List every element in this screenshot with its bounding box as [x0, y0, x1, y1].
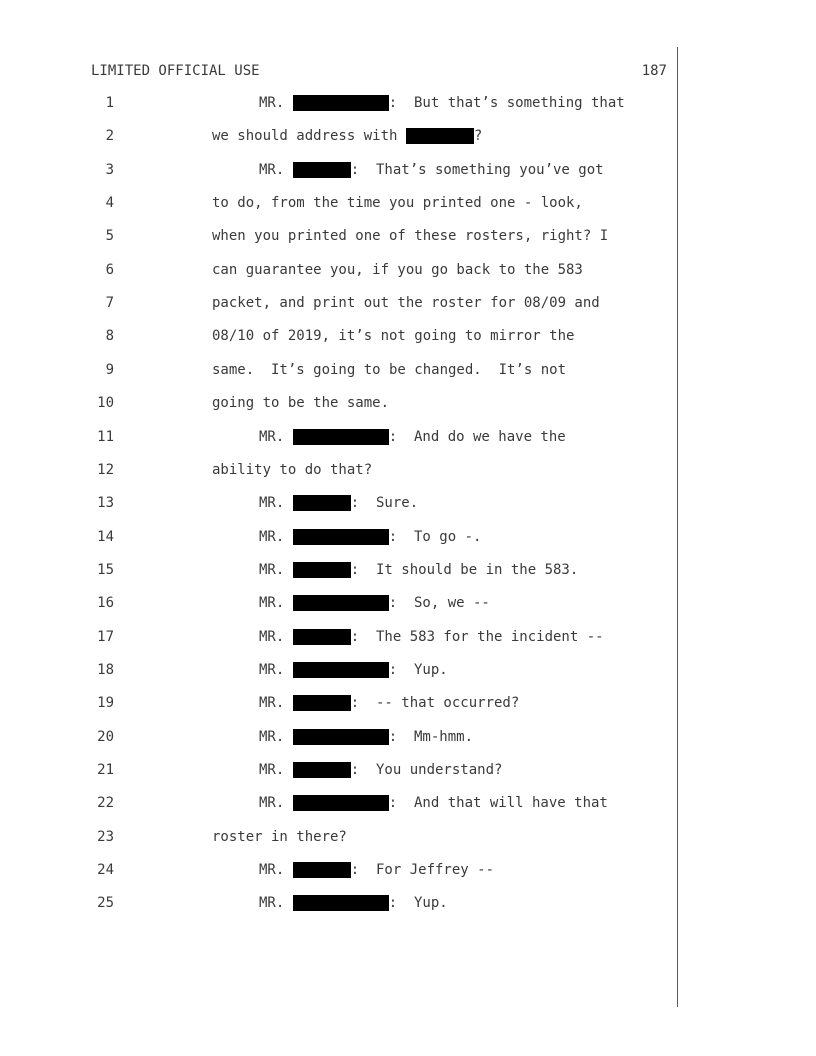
- line-text: 08/10 of 2019, it’s not going to mirror the: [212, 328, 575, 345]
- line-number: 18: [97, 661, 114, 678]
- line-text: : Mm-hmm.: [388, 728, 474, 745]
- transcript-line: [0, 559, 816, 581]
- line-text: : Yup.: [388, 661, 448, 678]
- speaker-line: [259, 759, 502, 781]
- speaker-prefix: MR.: [259, 661, 293, 678]
- speaker-prefix: MR.: [259, 161, 293, 178]
- line-text: : -- that occurred?: [350, 695, 520, 712]
- line-text: going to be the same.: [212, 395, 390, 412]
- speaker-prefix: MR.: [259, 95, 293, 111]
- line-number: 23: [97, 828, 114, 845]
- speaker-prefix: MR.: [259, 595, 293, 612]
- line-text: ?: [473, 128, 483, 145]
- redaction-box: [293, 762, 351, 778]
- classification-header: LIMITED OFFICIAL USE: [91, 63, 260, 79]
- speaker-line: [259, 92, 625, 114]
- speaker-prefix: MR.: [259, 728, 293, 745]
- transcript-line: [0, 759, 816, 781]
- transcript-line: [0, 626, 816, 648]
- line-text: can guarantee you, if you go back to the 583: [212, 261, 583, 278]
- line-text: same. It’s going to be changed. It’s not: [212, 361, 567, 378]
- speaker-line: [259, 492, 418, 514]
- line-number: 13: [97, 495, 114, 512]
- transcript-line: [0, 792, 816, 814]
- transcript-line: [0, 859, 816, 881]
- speaker-prefix: MR.: [259, 762, 293, 778]
- line-number: 1: [105, 95, 114, 111]
- redaction-box: [293, 662, 389, 678]
- line-number: 24: [97, 862, 114, 879]
- continuation-line: [212, 392, 389, 414]
- transcript-line: [0, 659, 816, 681]
- speaker-line: [259, 692, 519, 714]
- continuation-line: [212, 359, 566, 381]
- redaction-box: [293, 695, 351, 711]
- line-number: 9: [105, 361, 114, 378]
- transcript-line: [0, 359, 816, 381]
- speaker-prefix: MR.: [259, 428, 293, 445]
- continuation-line: [212, 125, 482, 147]
- line-number: 4: [105, 195, 114, 212]
- transcript-line: [0, 726, 816, 748]
- speaker-prefix: MR.: [259, 561, 293, 578]
- line-number: 22: [97, 795, 114, 812]
- line-text: : That’s something you’ve got: [350, 161, 604, 178]
- transcript-line: [0, 225, 816, 247]
- line-number: 5: [105, 228, 114, 245]
- continuation-line: [212, 459, 372, 481]
- speaker-prefix: MR.: [259, 895, 293, 912]
- line-number: 3: [105, 161, 114, 178]
- redaction-box: [293, 495, 351, 511]
- transcript-line: [0, 526, 816, 548]
- speaker-prefix: MR.: [259, 628, 293, 645]
- redaction-box: [293, 562, 351, 578]
- line-number: 6: [105, 261, 114, 278]
- transcript-line: [0, 192, 816, 214]
- line-number: 7: [105, 295, 114, 312]
- line-text: when you printed one of these rosters, right? I: [212, 228, 609, 245]
- redaction-box: [293, 729, 389, 745]
- line-text: : For Jeffrey --: [350, 862, 495, 879]
- transcript-line: [0, 692, 816, 714]
- line-text: : So, we --: [388, 595, 490, 612]
- speaker-line: [259, 592, 490, 614]
- speaker-line: [259, 726, 473, 748]
- redaction-box: [293, 529, 389, 545]
- redaction-box: [293, 595, 389, 611]
- redaction-box: [293, 862, 351, 878]
- line-text: roster in there?: [212, 828, 347, 845]
- transcript-line: [0, 292, 816, 314]
- speaker-line: [259, 526, 481, 548]
- continuation-line: [212, 192, 583, 214]
- redaction-box: [406, 128, 474, 144]
- continuation-line: [212, 259, 583, 281]
- line-number: 12: [97, 461, 114, 478]
- speaker-line: [259, 559, 578, 581]
- page-number: 187: [641, 63, 667, 79]
- continuation-line: [212, 225, 608, 247]
- speaker-line: [259, 859, 494, 881]
- speaker-prefix: MR.: [259, 795, 293, 812]
- redaction-box: [293, 429, 389, 445]
- line-text: ability to do that?: [212, 461, 373, 478]
- line-text: we should address with: [212, 128, 406, 145]
- line-text: : To go -.: [388, 528, 482, 545]
- line-number: 17: [97, 628, 114, 645]
- line-text: : It should be in the 583.: [350, 561, 579, 578]
- speaker-prefix: MR.: [259, 495, 293, 512]
- transcript-line: [0, 125, 816, 147]
- redaction-box: [293, 162, 351, 178]
- transcript-line: [0, 492, 816, 514]
- line-number: 20: [97, 728, 114, 745]
- speaker-prefix: MR.: [259, 528, 293, 545]
- line-text: : And do we have the: [388, 428, 566, 445]
- line-number: 21: [97, 762, 114, 778]
- transcript-line: [0, 826, 816, 848]
- transcript-line: [0, 459, 816, 481]
- transcript-line: [0, 92, 816, 114]
- line-text: to do, from the time you printed one - look,: [212, 195, 583, 212]
- speaker-line: [259, 659, 448, 681]
- line-text: : And that will have that: [388, 795, 608, 812]
- line-text: : But that’s something that: [388, 95, 625, 111]
- line-text: packet, and print out the roster for 08/09 and: [212, 295, 600, 312]
- speaker-line: [259, 426, 566, 448]
- continuation-line: [212, 325, 574, 347]
- transcript-line: [0, 426, 816, 448]
- speaker-prefix: MR.: [259, 695, 293, 712]
- line-number: 16: [97, 595, 114, 612]
- line-number: 15: [97, 561, 114, 578]
- speaker-line: [259, 626, 604, 648]
- redaction-box: [293, 795, 389, 811]
- transcript-line: [0, 392, 816, 414]
- redaction-box: [293, 629, 351, 645]
- line-text: : The 583 for the incident --: [350, 628, 604, 645]
- transcript-line: [0, 159, 816, 181]
- line-number: 10: [97, 395, 114, 412]
- line-number: 11: [97, 428, 114, 445]
- line-number: 19: [97, 695, 114, 712]
- speaker-line: [259, 892, 448, 914]
- speaker-line: [259, 159, 604, 181]
- line-number: 14: [97, 528, 114, 545]
- transcript-line: [0, 259, 816, 281]
- line-text: : Sure.: [350, 495, 419, 512]
- transcript-line: [0, 325, 816, 347]
- speaker-prefix: MR.: [259, 862, 293, 879]
- line-text: : You understand?: [350, 762, 503, 778]
- continuation-line: [212, 826, 347, 848]
- redaction-box: [293, 895, 389, 911]
- line-text: : Yup.: [388, 895, 448, 912]
- continuation-line: [212, 292, 600, 314]
- line-number: 2: [105, 128, 114, 145]
- speaker-line: [259, 792, 608, 814]
- line-number: 25: [97, 895, 114, 912]
- transcript-line: [0, 592, 816, 614]
- transcript-line: [0, 892, 816, 914]
- line-number: 8: [105, 328, 114, 345]
- redaction-box: [293, 95, 389, 111]
